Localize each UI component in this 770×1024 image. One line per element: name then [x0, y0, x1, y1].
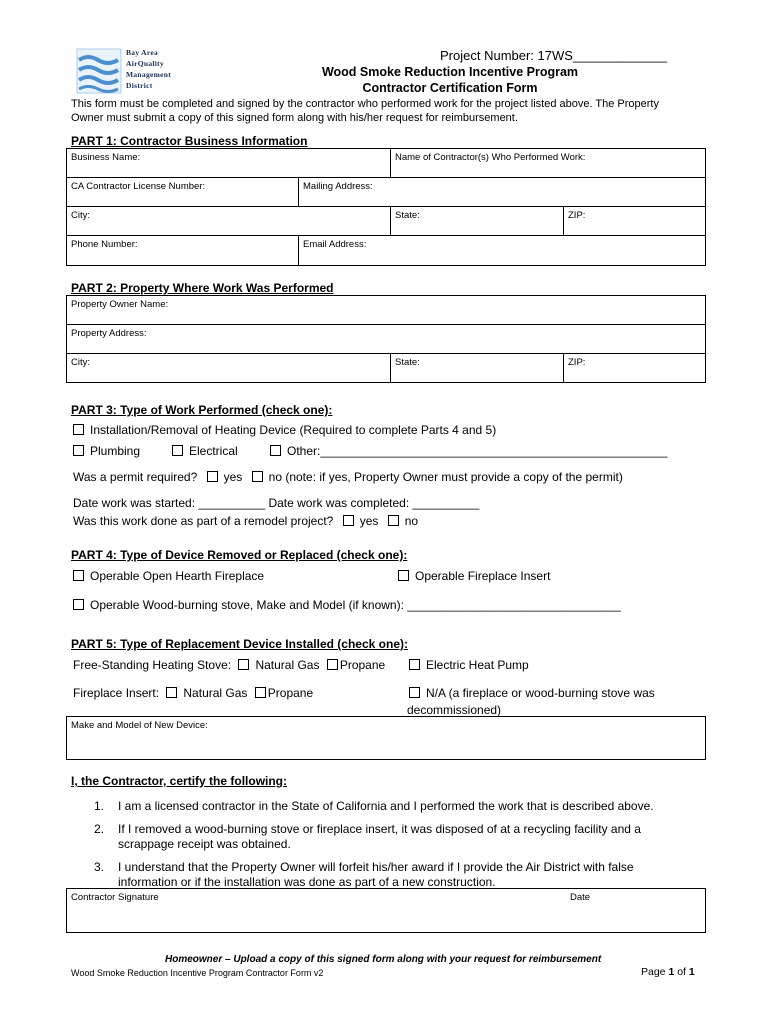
no-label: no	[404, 514, 419, 528]
installation-option[interactable]	[73, 423, 496, 437]
remodel-label: Was this work done as part of a remodel project?	[73, 514, 334, 528]
option-label: Electric Heat Pump	[426, 658, 529, 672]
no-note-label: no (note: if yes, Property Owner must provide a copy of the permit)	[268, 470, 623, 484]
propane-label: Propane	[339, 658, 386, 672]
work-dates[interactable]: Date work was started: __________ Date work was completed: __________	[73, 496, 480, 510]
other-option[interactable]	[270, 444, 667, 458]
make-model-label: Make and Model of New Device:	[71, 720, 208, 731]
yes-label: yes	[359, 514, 379, 528]
permit-no-checkbox[interactable]	[252, 471, 263, 482]
contractor-names-field[interactable]: Name of Contractor(s) Who Performed Work:	[395, 152, 586, 163]
business-name-field[interactable]: Business Name:	[71, 152, 141, 163]
signature-box[interactable]	[66, 888, 706, 933]
logo-line: District	[126, 81, 153, 90]
certify-item: I am a licensed contractor in the State of California and I performed the work that is described above.	[118, 799, 654, 813]
insert-gas-checkbox[interactable]	[166, 687, 177, 698]
page-of: of	[674, 966, 689, 978]
logo-text	[126, 47, 171, 91]
woodstove-option[interactable]	[73, 598, 621, 612]
remodel-question	[73, 514, 418, 528]
project-number: Project Number: 17WS_____________	[440, 48, 667, 63]
fireplace-insert-option[interactable]	[398, 569, 550, 583]
freestanding-label: Free-Standing Heating Stove:	[73, 658, 232, 672]
property-state-field[interactable]: State:	[395, 357, 420, 368]
checkbox[interactable]	[73, 424, 84, 435]
page-number	[641, 966, 695, 978]
checkbox[interactable]	[398, 570, 409, 581]
permit-label: Was a permit required?	[73, 470, 198, 484]
option-label: Operable Wood-burning stove, Make and Model (if known): ________________________________	[90, 598, 621, 612]
date-label: Date	[570, 892, 591, 903]
checkbox[interactable]	[409, 687, 420, 698]
license-number-field[interactable]: CA Contractor License Number:	[71, 181, 206, 192]
certify-item: scrappage receipt was obtained.	[118, 837, 291, 851]
part1-title: PART 1: Contractor Business Information	[71, 134, 308, 148]
option-label: Installation/Removal of Heating Device (Required to complete Parts 4 and 5)	[90, 423, 497, 437]
certify-item-num: 2.	[94, 822, 105, 836]
option-label: Plumbing	[90, 444, 141, 458]
propane-label: Propane	[267, 686, 314, 700]
certify-item: information or if the installation was done as part of a new construction.	[118, 875, 496, 889]
page-prefix: Page	[641, 966, 669, 978]
remodel-yes-checkbox[interactable]	[343, 515, 354, 526]
fireplace-insert-row	[73, 686, 313, 700]
state-field[interactable]: State:	[395, 210, 420, 221]
checkbox[interactable]	[73, 445, 84, 456]
signature-label: Contractor Signature	[71, 892, 159, 903]
homeowner-note: Homeowner – Upload a copy of this signed form along with your request for reimbursement	[165, 954, 602, 965]
phone-field[interactable]: Phone Number:	[71, 239, 138, 250]
na-option-cont: decommissioned)	[407, 703, 502, 717]
intro-text: This form must be completed and signed by the contractor who performed work for the project listed above. The Property Owner must submit a copy of this signed form along with his/her request for reimbursement.	[71, 98, 659, 124]
zip-field[interactable]: ZIP:	[568, 210, 586, 221]
logo-line: Management	[126, 70, 172, 79]
checkbox[interactable]	[409, 659, 420, 670]
logo-line: Bay Area	[126, 48, 159, 57]
logo-line: AirQuality	[126, 59, 164, 68]
part1-table	[66, 148, 706, 266]
option-label: N/A (a fireplace or wood-burning stove was	[426, 686, 655, 700]
property-owner-field[interactable]: Property Owner Name:	[71, 299, 169, 310]
form-subtitle: Contractor Certification Form	[362, 81, 538, 95]
form-version: Wood Smoke Reduction Incentive Program Contractor Form v2	[71, 968, 324, 978]
checkbox[interactable]	[73, 599, 84, 610]
fp-insert-label: Fireplace Insert:	[73, 686, 160, 700]
wave-logo-icon	[76, 48, 126, 94]
checkbox[interactable]	[172, 445, 183, 456]
part4-title: PART 4: Type of Device Removed or Replaced (check one):	[71, 548, 408, 562]
heat-pump-option[interactable]	[409, 658, 529, 672]
mailing-address-field[interactable]: Mailing Address:	[303, 181, 373, 192]
property-city-field[interactable]: City:	[71, 357, 90, 368]
form-title: Wood Smoke Reduction Incentive Program	[321, 65, 579, 79]
part3-title: PART 3: Type of Work Performed (check one):	[71, 403, 333, 417]
certify-item: If I removed a wood-burning stove or fireplace insert, it was disposed of at a recycling facility and a	[118, 822, 641, 836]
page-current: 1	[668, 966, 675, 978]
natural-gas-label: Natural Gas	[183, 686, 248, 700]
na-option[interactable]	[409, 686, 655, 700]
part5-title: PART 5: Type of Replacement Device Installed (check one):	[71, 637, 408, 651]
page-total: 1	[688, 966, 695, 978]
city-field[interactable]: City:	[71, 210, 90, 221]
checkbox[interactable]	[270, 445, 281, 456]
permit-question	[73, 470, 623, 484]
permit-yes-checkbox[interactable]	[207, 471, 218, 482]
natural-gas-label: Natural Gas	[255, 658, 320, 672]
option-label: Operable Open Hearth Fireplace	[90, 569, 265, 583]
certify-item: I understand that the Property Owner will forfeit his/her award if I provide the Air District with false	[118, 860, 634, 874]
electrical-option[interactable]	[172, 444, 238, 458]
remodel-no-checkbox[interactable]	[388, 515, 399, 526]
checkbox[interactable]	[73, 570, 84, 581]
certify-title: I, the Contractor, certify the following:	[71, 774, 288, 788]
freestanding-propane-checkbox[interactable]	[327, 659, 338, 670]
freestanding-gas-checkbox[interactable]	[238, 659, 249, 670]
property-zip-field[interactable]: ZIP:	[568, 357, 586, 368]
certify-item-num: 1.	[94, 799, 105, 813]
property-address-field[interactable]: Property Address:	[71, 328, 147, 339]
certify-item-num: 3.	[94, 860, 105, 874]
freestanding-row	[73, 658, 385, 672]
option-label: Other:____________________________________________________	[287, 444, 668, 458]
open-hearth-option[interactable]	[73, 569, 264, 583]
option-label: Operable Fireplace Insert	[415, 569, 551, 583]
insert-propane-checkbox[interactable]	[255, 687, 266, 698]
plumbing-option[interactable]	[73, 444, 140, 458]
option-label: Electrical	[189, 444, 238, 458]
email-field[interactable]: Email Address:	[303, 239, 367, 250]
yes-label: yes	[223, 470, 243, 484]
part2-title: PART 2: Property Where Work Was Performed	[71, 281, 334, 295]
